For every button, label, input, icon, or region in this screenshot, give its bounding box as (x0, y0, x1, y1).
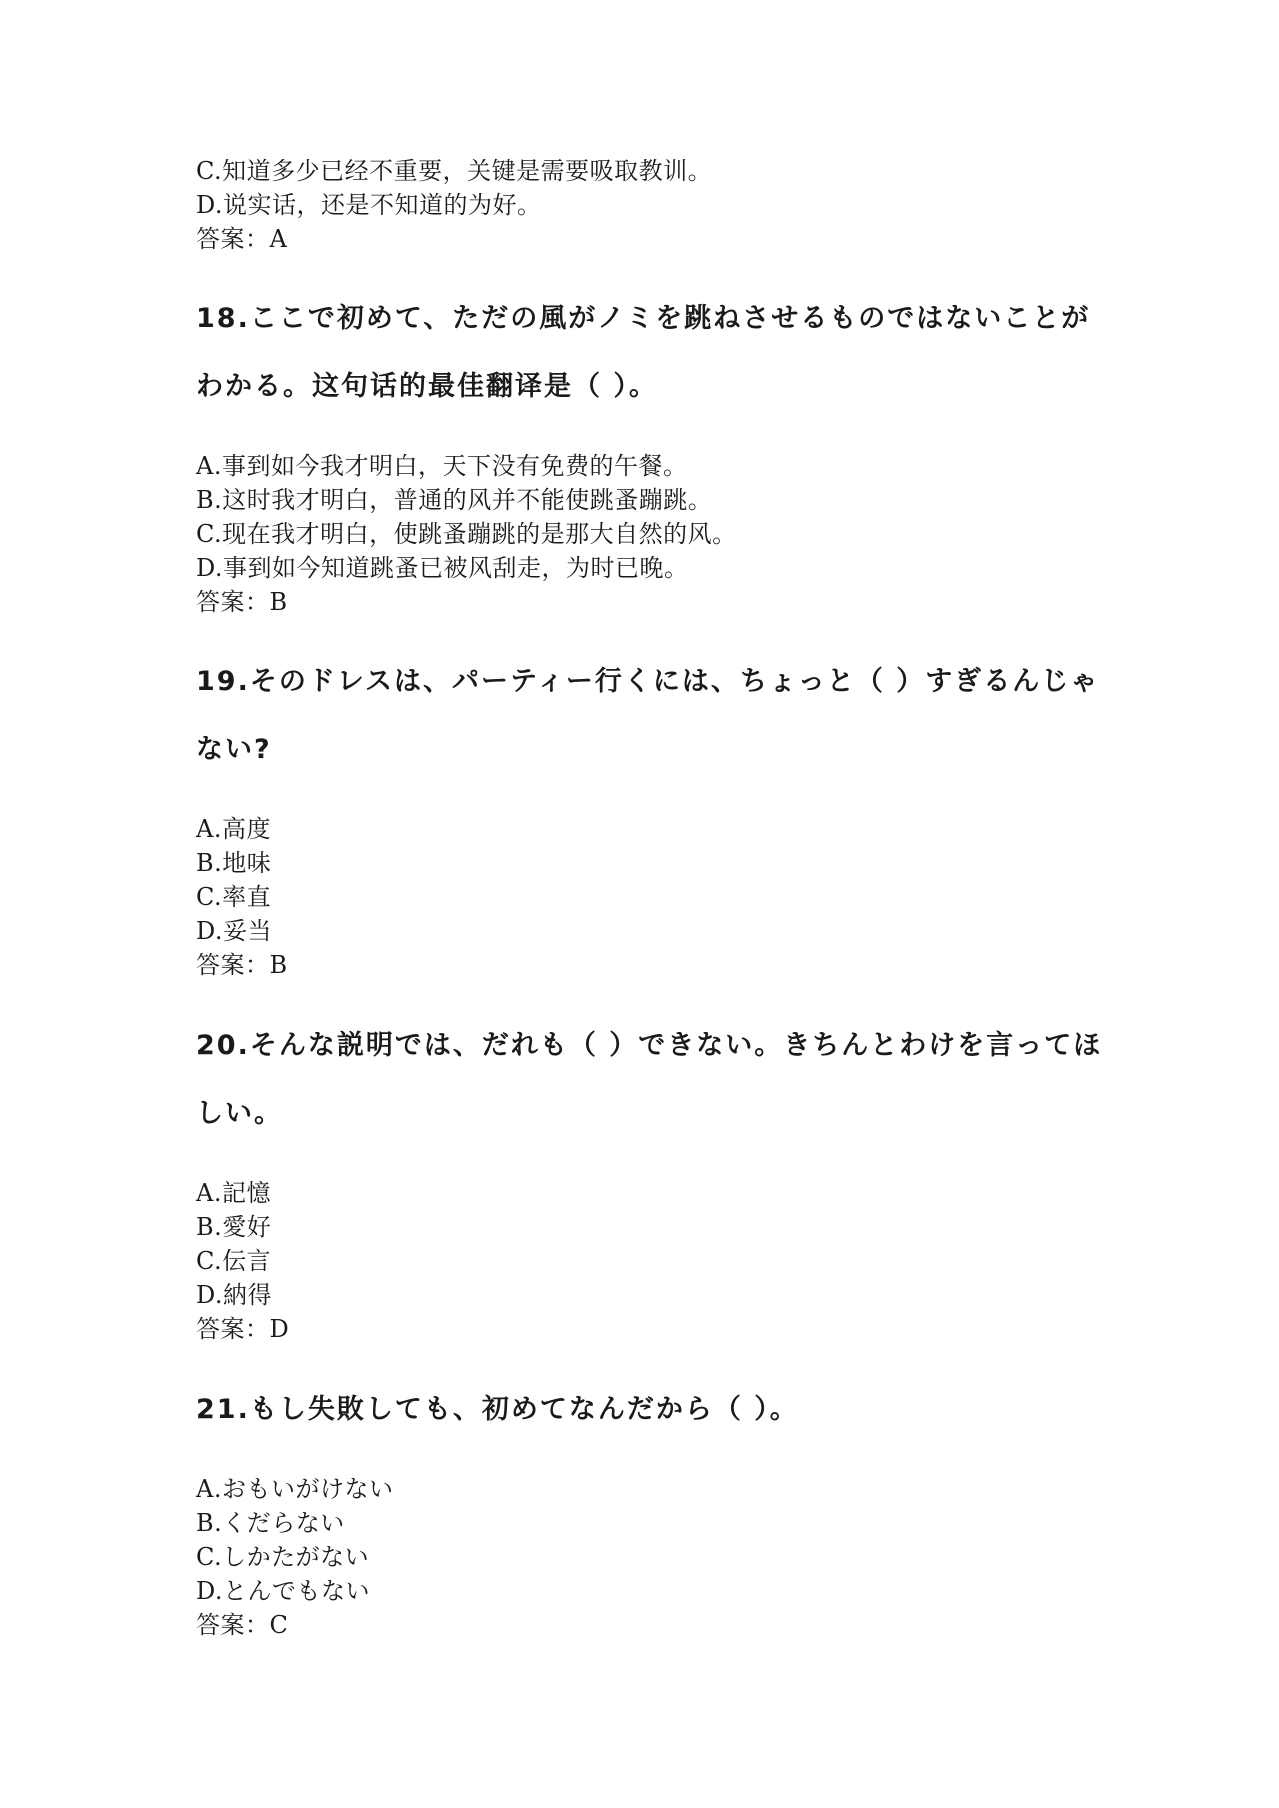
option-d: D.とんでもない (196, 1577, 371, 1605)
question-text-line: 19.そのドレスは、パーティー行くには、ちょっと（ ）すぎるんじゃ (196, 666, 1100, 697)
question-text-line: しい。 (196, 1098, 283, 1129)
question-20-options (196, 1176, 1096, 1346)
answer-line: 答案：C (196, 1611, 289, 1639)
option-b: B.地味 (196, 849, 272, 877)
option-b: B.愛好 (196, 1213, 272, 1241)
option-c: C.率直 (196, 883, 272, 911)
question-20 (196, 1029, 1103, 1131)
question-21-options (196, 1472, 1096, 1642)
option-a: A.高度 (196, 815, 271, 843)
question-18 (196, 302, 1096, 404)
answer-line: 答案：A (196, 225, 288, 253)
answer-line: 答案：B (196, 588, 288, 616)
option-c: C.知道多少已经不重要，关键是需要吸取教训。 (196, 157, 713, 185)
question-text-line: ない? (196, 734, 272, 765)
option-c: C.现在我才明白，使跳蚤蹦跳的是那大自然的风。 (196, 520, 737, 548)
question-text-line: わかる。这句话的最佳翻译是（ ）。 (196, 371, 658, 402)
option-c: C.伝言 (196, 1247, 272, 1275)
option-d: D.说实话，还是不知道的为好。 (196, 191, 542, 219)
option-a: A.おもいがけない (196, 1475, 394, 1503)
prev-question-tail (196, 154, 1096, 256)
question-text-line: 21.もし失敗しても、初めてなんだから（ ）。 (196, 1394, 799, 1425)
option-b: B.くだらない (196, 1509, 345, 1537)
option-d: D.妥当 (196, 917, 273, 945)
option-d: D.事到如今知道跳蚤已被风刮走，为时已晚。 (196, 554, 689, 582)
option-a: A.事到如今我才明白，天下没有免费的午餐。 (196, 452, 688, 480)
question-text-line: 18.ここで初めて、ただの風がノミを跳ねさせるものではないことが (196, 303, 1091, 334)
answer-line: 答案：B (196, 951, 288, 979)
answer-line: 答案：D (196, 1315, 290, 1343)
question-18-options (196, 449, 1096, 619)
question-21 (196, 1393, 1096, 1427)
option-a: A.記憶 (196, 1179, 271, 1207)
option-b: B.这时我才明白，普通的风并不能使跳蚤蹦跳。 (196, 486, 713, 514)
option-c: C.しかたがない (196, 1543, 370, 1571)
question-19 (196, 665, 1100, 767)
question-19-options (196, 812, 1096, 982)
question-text-line: 20.そんな説明では、だれも（ ）できない。きちんとわけを言ってほ (196, 1030, 1103, 1061)
option-d: D.納得 (196, 1281, 273, 1309)
